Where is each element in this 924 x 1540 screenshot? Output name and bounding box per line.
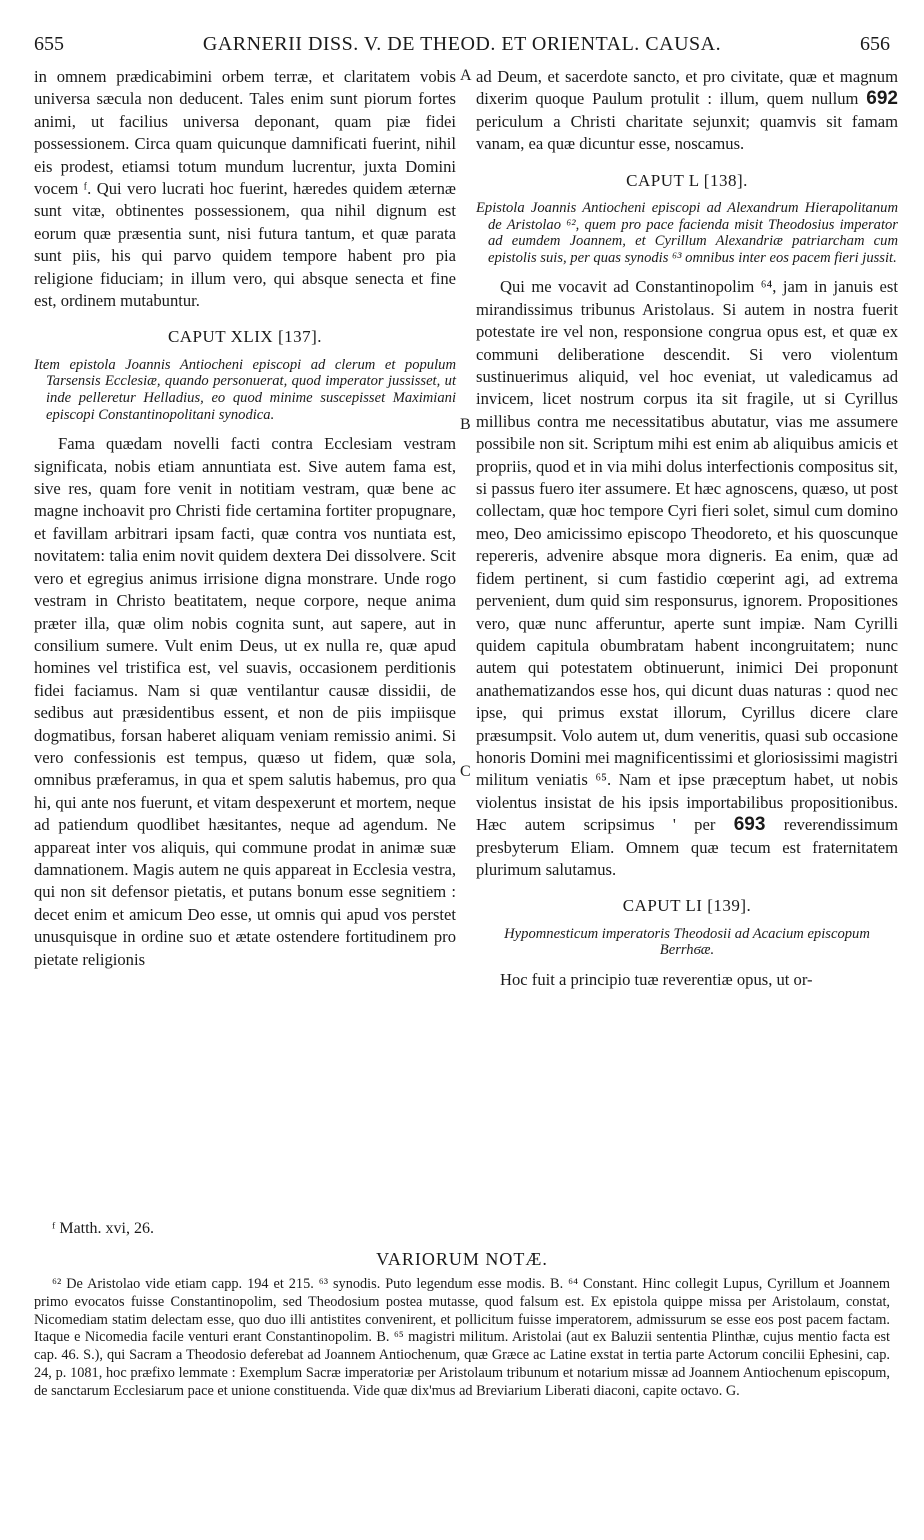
- variorum-notae-heading: VARIORUM NOTÆ.: [376, 1249, 548, 1269]
- caput-li-heading: CAPUT LI [139].: [622, 896, 752, 916]
- page-number-left: 655: [34, 33, 64, 55]
- margin-letter-b: B: [460, 416, 471, 433]
- right-paragraph-1-part-b: periculum a Christi charitate sejunxit; quamvis sit famam vanam, ea quæ dicuntur esse, noscamus.: [476, 111, 898, 154]
- right-paragraph-1-part-a: ad Deum, et sacerdote sancto, et pro civitate, quæ et magnum dixerim quoque Paulum protulit : illum, quem nullum: [476, 67, 898, 109]
- right-paragraph-2-part-a: Qui me vocavit ad Constantinopolim ⁶⁴, jam in januis est mirandissimus tribunus Aristolaus. Si autem in nostra fuerit potestate ire vel non, responsione congrua opus est, et quæ ex communi deliberatione descendit. Si vero violentum sustinuerimus aliquid, vel hoc eveniat, ut valedicamus ad invicem, licet nostrum corpus ita sit fragile, ut si Cyrillus millibus contra me necessitatibus abutatur, vias me assumere possibile non sit. Scriptum mihi est enim ab aliquibus amicis et propriis, quod et in via mihi dolus interfectionis compositus sit, si passus fuero iter assumere. Et hæc agnoscens, quæso, ut post collectam, quæ hoc tempore Cyri fieri solet, simul cum domino meo, Deo amicissimo episcopo Theodoreto, et his quoscunque repereris, advenire absque mora digneris. Ea enim, quæ ad fidem pertinent, si cum fastidio cœperint agi, ad extrema pervenient, dum quid sim responsurus, ignorem. Propositiones vero, quæ nunc afferuntur, aperte sunt impiæ. Nam Cyrilli quidem capitula obumbratam habent incongruitatem; nunc autem qui potestatem obtinuerunt, inimici Dei proponunt anathematizandos esse hos, qui dicunt duas naturas : quod nec ipse, qui primus exstat illorum, Cyrillus dicere clare præsumpsit. Volo autem ut, dum veneritis, quasi sub occasione honoris Domini mei magnificentissimi et gloriosissimi magistri militum veniatis ⁶⁵. Nam et ipse præceptum habet, ut nobis violentus insistat de his ipsis importabilibus propositionibus. Hæc autem scripsimus ' per: [476, 277, 898, 835]
- running-title: GARNERII DISS. V. DE THEOD. ET ORIENTAL. CAUSA.: [202, 33, 722, 55]
- running-header: [34, 33, 890, 59]
- page-number-right: 656: [860, 33, 890, 55]
- left-paragraph-1: in omnem prædicabimini orbem terræ, et claritatem vobis universa sæcula non deducent. Tales enim sunt piorum fortes animi, ut facilius universa deponant, quam piæ fidei possessionem. Circa quam quicunque damnificati fuerint, nihil eis prodest, etiamsi totum mundum lucrentur, juxta Domini vocem ᶠ. Qui vero lucrati hoc fuerint, hæredes quidem æternæ sunt vitæ, obtinentes possessionem, qua nihil dignum est eorum quæ præsentia sunt, nisi futura tantum, et quæ parata sunt piis, his qui parvo quidem tempore habent pro pia religione fiduciam; in illum vero, qui absque senecta et fine est, ordinem mutabuntur.: [34, 67, 456, 311]
- right-column: [476, 66, 898, 991]
- caput-li-summary: Hypomnesticum imperatoris Theodosii ad Acacium episcopum Berrhϭæ.: [504, 925, 870, 959]
- caput-xlix-summary: Item epistola Joannis Antiocheni episcopi ad clerum et populum Tarsensis Ecclesiæ, quando personuerat, quod imperator jussisset, ut inde pelleretur Helladius, eo quod minime suscepisset Maximiani episcopi Constantinopolitani synodica.: [34, 356, 456, 423]
- page-marker-693: 693: [733, 814, 766, 836]
- page-marker-692: 692: [866, 88, 898, 110]
- left-column: [34, 66, 456, 971]
- variorum-notae-text: ⁶² De Aristolao vide etiam capp. 194 et 215. ⁶³ synodis. Puto legendum esse modis. B. ⁶⁴ Constant. Hinc collegit Lupus, Cyrillum et Joannem primo evocatos fuisse Constantinopolim, sed Theodosium postea mutasse, quod falsum est. Ex epistola quippe missa per Aristolaum, constat, Nicomediam statim delectam esse, quo duo illi antistites convenirent, et pollicitum fuisse imperatorem, admissurum se esse eos post pacem factam. Itaque e Nicomedia facile venturi erant Constantinopolim. B. ⁶⁵ magistri militum. Aristolai (aut ex Baluzii sententia Plinthæ, cujus mentio facta est cap. 46. S.), qui Sacram a Theodosio deferebat ad Joannem Antiochenum, quæ Græce ac Latine exstat in tertia parte Actorum concilii Ephesini, cap. 24, p. 1081, hoc præfixo lemmate : Exemplum Sacræ imperatoriæ per Aristolaum tribunum et notarium missæ ad Joannem Antiochenum episcopum, de sanctarum Ecclesiarum pace et unione constituenda. Vide quæ dix'mus ad Breviarium Liberati diaconi, capite octavo. G.: [34, 1276, 890, 1399]
- right-paragraph-3: Hoc fuit a principio tuæ reverentiæ opus, ut or-: [500, 969, 813, 989]
- left-paragraph-2: Fama quædam novelli facti contra Ecclesiam vestram significata, nobis etiam annuntiata est. Sive autem fama est, sive res, quam fore venit in notitiam vestram, quæ bene ac magne inchoavit pro Christi fide certamina fortiter propugnare, et favillam arbitrari ipsam facti, quæ contra vos nuntiata est, novitatem: talia enim novit quidem dextera Dei dissolvere. Scit vero et egregius animus irrisione digna monstrare. Unde rogo vestram in Christo beatitatem, neque corpore, neque anima præter illa, quæ olim nobis cognita sunt, aut sapere, aut in consilium sumere. Vult enim Deus, ut ex nulla re, quæ apud homines vel tristifica est, vel suavis, occasionem perditionis fidei faciamus. Nam si quæ ventilantur causæ dissidii, de sedibus aut præsidentibus essent, et non de piis impiisque dogmatibus, forsan haberet aliquam veniam remissio animi. Si vero confessionis est tempus, quæso ut fidem, quæ sola, omnibus præferamus, in qua et spem salutis habemus, pro qua hi, qui ante nos fuerunt, et vitam despexerunt et mortem, neque ad patiendum quodlibet hæsitantes, neque ad agendum. Ne appareat inter vos aliquis, qui commune prodat in animæ suæ damnationem. Magis autem ne quis appareat in Ecclesia vestra, qui non sit defensor pietatis, et putans bonum esse segnitiem : decet enim et amicum Deo esse, ut omnis qui apud vos perstet unusquisque in ordine suo et ætate ostendere fortitudinem pro pietate religionis: [34, 434, 456, 969]
- caput-l-summary: Epistola Joannis Antiocheni episcopi ad Alexandrum Hierapolitanum de Aristolao ⁶², quem pro pace facienda misit Theodosius imperator ad eumdem Joannem, et Cyrillum Alexandriæ patriarcham cum epistolis suis, per quas synodis ⁶³ omnibus inter eos pacem fieri jussit.: [476, 200, 898, 266]
- right-paragraph-1: [476, 66, 898, 156]
- caput-l-heading: CAPUT L [138].: [626, 170, 748, 190]
- variorum-notae-body: [34, 1276, 890, 1401]
- footnote-matth: ᶠ Matth. xvi, 26.: [52, 1220, 154, 1237]
- margin-letter-c: C: [460, 763, 471, 780]
- right-paragraph-2: [476, 276, 898, 881]
- caput-xlix-heading: CAPUT XLIX [137].: [167, 327, 323, 347]
- right-paragraph-2-part-b: reverendissimum presbyterum Eliam. Omnem quæ tecum est fraternitatem plurimum salutamus.: [476, 815, 898, 879]
- margin-letter-a: A: [460, 67, 472, 84]
